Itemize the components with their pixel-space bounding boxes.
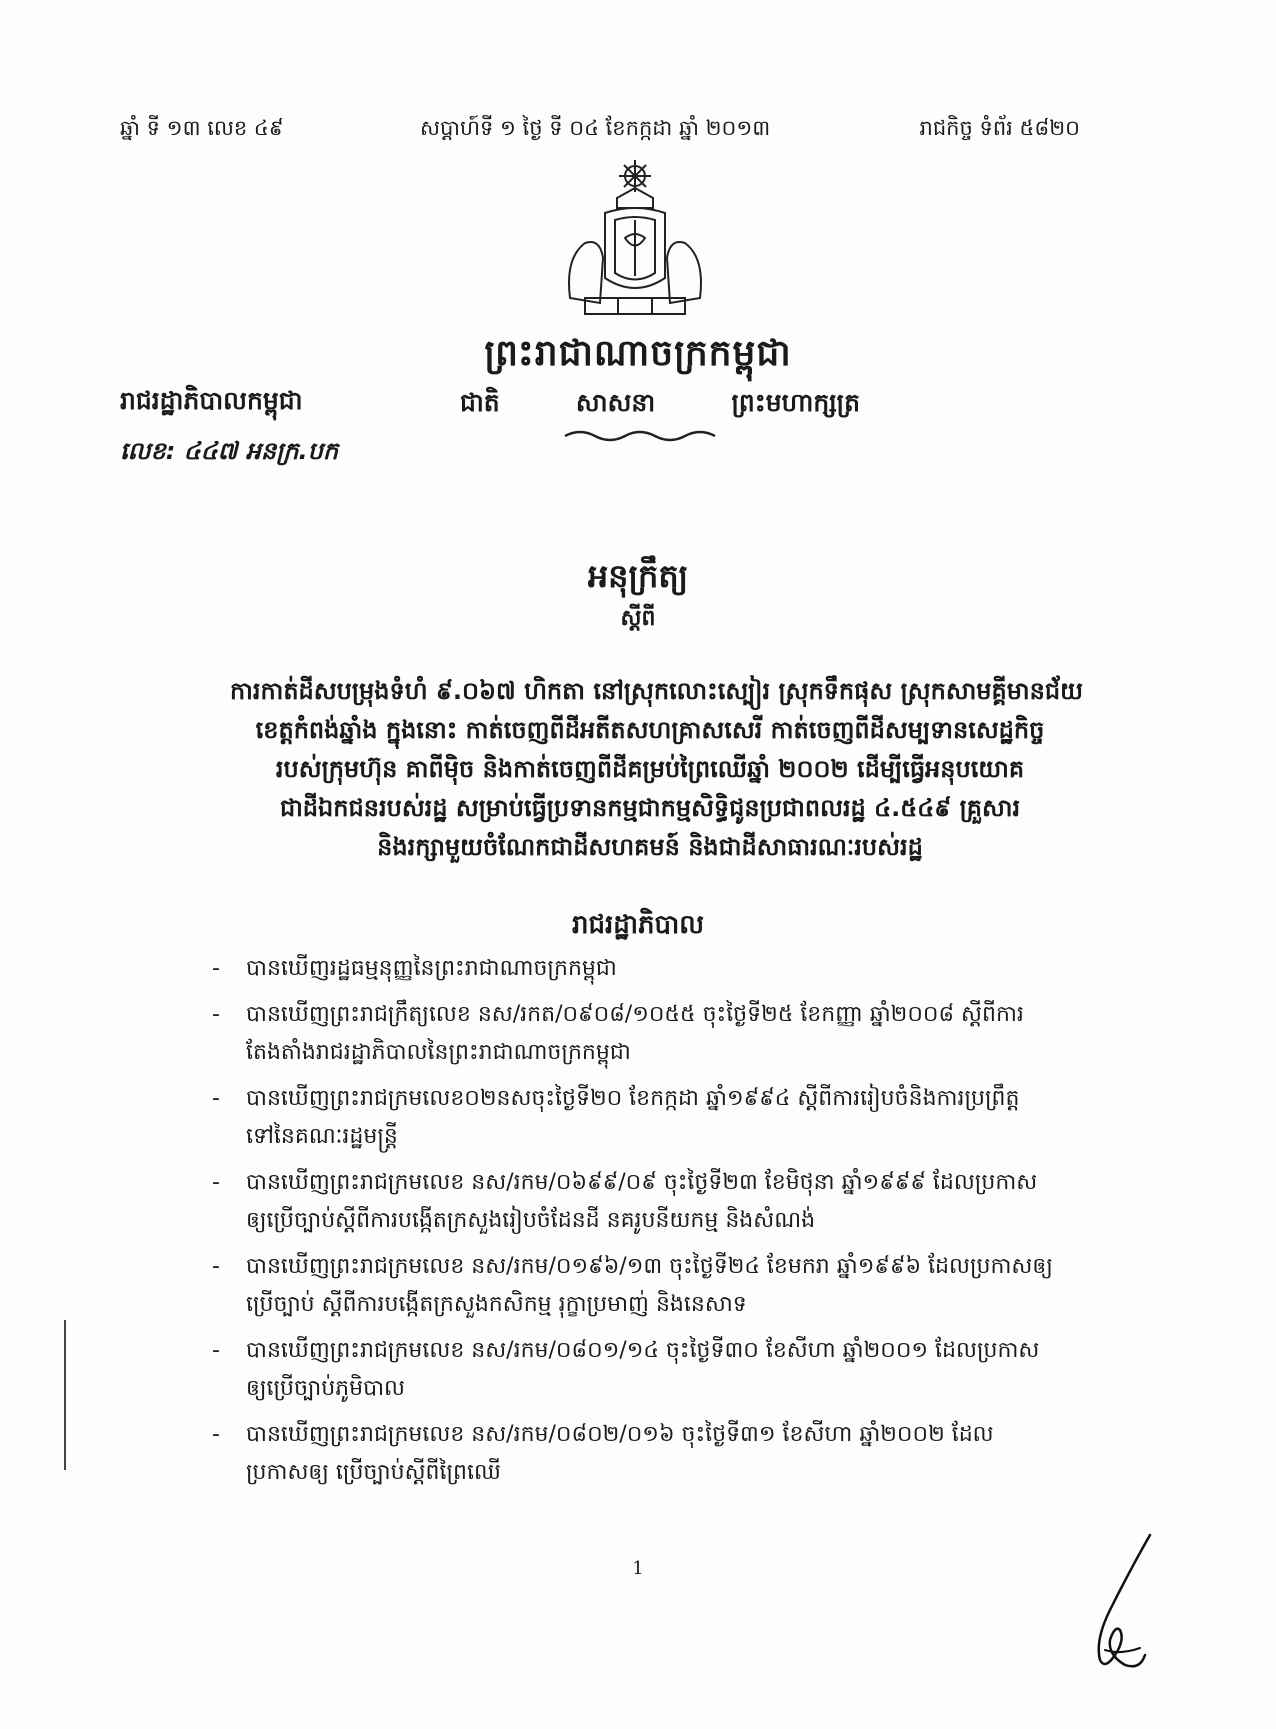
page-number: 1: [632, 1558, 644, 1579]
list-item: - បានឃើញរដ្ឋធម្មនុញ្ញនៃព្រះរាជាណាចក្រកម្ពុជា: [212, 950, 1112, 988]
recital-line: បានឃើញព្រះរាជក្រមលេខ នស/រកម/០៨០១/១៤ ចុះថ្ងៃទី៣០ ខែសីហា ឆ្នាំ២០០១ ដែលប្រកាស: [246, 1338, 1040, 1363]
subject-line: ជាដីឯកជនរបស់រដ្ឋ សម្រាប់ធ្វើប្រទានកម្មជាកម្មសិទ្ធិជូនប្រជាពលរដ្ឋ ៤.៥៤៩ គ្រួសារ: [279, 794, 1021, 822]
signature-icon: [1070, 1530, 1180, 1680]
subject-line: និងរក្សាមួយចំណែកជាដីសហគមន៍ និងជាដីសាធារណៈរបស់រដ្ឋ: [377, 833, 923, 861]
recital-line: បានឃើញព្រះរាជក្រឹត្យលេខ នស/រកត/០៩០៨/១០៥៥ ចុះថ្ងៃទី២៥ ខែកញ្ញា ឆ្នាំ២០០៨ ស្តីពីការ: [246, 1002, 1024, 1027]
recital-line: ប្រើច្បាប់ ស្តីពីការបង្កើតក្រសួងកសិកម្ម រុក្ខាប្រមាញ់ និងនេសាទ: [246, 1292, 747, 1317]
reference-number: លេខ: ៤៤៧ អនក្រ.បក: [120, 437, 339, 465]
recital-line: បានឃើញព្រះរាជក្រមលេខ នស/រកម/០៦៩៩/០៩ ចុះថ្ងៃទី២៣ ខែមិថុនា ឆ្នាំ១៩៩៩ ដែលប្រកាស: [246, 1170, 1038, 1195]
about-label: ស្តីពី: [620, 606, 656, 631]
list-item: - បានឃើញព្រះរាជក្រមលេខ០២នសចុះថ្ងៃទី២០ ខែកក្កដា ឆ្នាំ១៩៩៤ ស្តីពីការរៀបចំនិងការប្រព្រឹត្ត ទៅនៃគណៈរដ្ឋមន្ត្រី: [212, 1080, 1112, 1156]
motto-king: ព្រះមហាក្សត្រ: [731, 388, 860, 417]
government-label: រាជរដ្ឋាភិបាលកម្ពុជា: [120, 386, 303, 415]
gazette-date: សប្តាហ៍ទី ១ ថ្ងៃ ទី ០៤ ខែកក្កដា ឆ្នាំ ២០១៣: [420, 116, 771, 140]
list-item: - បានឃើញព្រះរាជក្រឹត្យលេខ នស/រកត/០៩០៨/១០៥៥ ចុះថ្ងៃទី២៥ ខែកញ្ញា ឆ្នាំ២០០៨ ស្តីពីការ តែងតាំងរាជរដ្ឋាភិបាលនៃព្រះរាជាណាចក្រកម្ពុជា: [212, 996, 1112, 1072]
subject-line: របស់ក្រុមហ៊ុន គាពីម៉ិច និងកាត់ចេញពីដីគម្រប់ព្រៃឈើឆ្នាំ ២០០២ ដើម្បីធ្វើអនុបយោគ: [275, 755, 1025, 783]
recital-line: ប្រកាសឲ្យ ប្រើច្បាប់ស្តីពីព្រៃឈើ: [246, 1460, 501, 1485]
kingdom-title: ព្រះរាជាណាចក្រកម្ពុជា: [484, 333, 792, 374]
recital-line: ទៅនៃគណៈរដ្ឋមន្ត្រី: [246, 1124, 398, 1149]
royal-coat-of-arms-icon: [555, 158, 715, 328]
subject-block: [230, 672, 1083, 867]
ornament-divider-icon: [560, 428, 720, 444]
motto-nation: ជាតិ: [460, 388, 500, 417]
list-item: - បានឃើញព្រះរាជក្រមលេខ នស/រកម/០១៩៦/១៣ ចុះថ្ងៃទី២៤ ខែមករា ឆ្នាំ១៩៩៦ ដែលប្រកាសឲ្យ ប្រើច្បាប់ ស្តីពីការបង្កើតក្រសួងកសិកម្ម រុក្ខាប្រមាញ់ និងនេសាទ: [212, 1248, 1112, 1324]
government-heading: រាជរដ្ឋាភិបាល: [571, 910, 705, 940]
recital-line: បានឃើញព្រះរាជក្រមលេខ០២នសចុះថ្ងៃទី២០ ខែកក្កដា ឆ្នាំ១៩៩៤ ស្តីពីការរៀបចំនិងការប្រព្រឹត្ត: [246, 1086, 1020, 1111]
subject-line: ខេត្តកំពង់ឆ្នាំង ក្នុងនោះ កាត់ចេញពីដីអតីតសហគ្រាសសេរី កាត់ចេញពីដីសម្បទានសេដ្ឋកិច្ច: [255, 716, 1045, 744]
margin-mark: [64, 1320, 66, 1470]
recital-line: ឲ្យប្រើច្បាប់ភូមិបាល: [246, 1376, 405, 1401]
motto-religion: សាសនា: [575, 388, 656, 417]
gazette-page: រាជកិច្ច ទំព័រ ៥៨២០: [919, 116, 1080, 140]
national-motto: [460, 388, 860, 424]
gazette-issue: ឆ្នាំ ទី ១៣ លេខ ៤៩: [120, 116, 284, 140]
recital-line: បានឃើញរដ្ឋធម្មនុញ្ញនៃព្រះរាជាណាចក្រកម្ពុជា: [246, 956, 617, 981]
recital-line: បានឃើញព្រះរាជក្រមលេខ នស/រកម/០៨០២/០១៦ ចុះថ្ងៃទី៣១ ខែសីហា ឆ្នាំ២០០២ ដែល: [246, 1422, 994, 1447]
subject-line: ការកាត់ដីសបម្រុងទំហំ ៩.០៦៧ ហិកតា នៅស្រុកលោះស្បៀរ ស្រុកទឹកផុស ស្រុកសាមគ្គីមានជ័យ: [230, 677, 1083, 705]
recital-line: បានឃើញព្រះរាជក្រមលេខ នស/រកម/០១៩៦/១៣ ចុះថ្ងៃទី២៤ ខែមករា ឆ្នាំ១៩៩៦ ដែលប្រកាសឲ្យ: [246, 1254, 1053, 1279]
recital-line: ឲ្យប្រើច្បាប់ស្តីពីការបង្កើតក្រសួងរៀបចំដែនដី នគរូបនីយកម្ម និងសំណង់: [246, 1208, 816, 1233]
recitals-list: [212, 950, 1112, 1500]
list-item: - បានឃើញព្រះរាជក្រមលេខ នស/រកម/០៦៩៩/០៩ ចុះថ្ងៃទី២៣ ខែមិថុនា ឆ្នាំ១៩៩៩ ដែលប្រកាស ឲ្យប្រើច្បាប់ស្តីពីការបង្កើតក្រសួងរៀបចំដែនដី នគរូបនីយកម្ម និងសំណង់: [212, 1164, 1112, 1240]
list-item: - បានឃើញព្រះរាជក្រមលេខ នស/រកម/០៨០១/១៤ ចុះថ្ងៃទី៣០ ខែសីហា ឆ្នាំ២០០១ ដែលប្រកាស ឲ្យប្រើច្បាប់ភូមិបាល: [212, 1332, 1112, 1408]
gazette-header: [120, 108, 1080, 148]
list-item: - បានឃើញព្រះរាជក្រមលេខ នស/រកម/០៨០២/០១៦ ចុះថ្ងៃទី៣១ ខែសីហា ឆ្នាំ២០០២ ដែល ប្រកាសឲ្យ ប្រើច្បាប់ស្តីពីព្រៃឈើ: [212, 1416, 1112, 1492]
document-type: អនុក្រឹត្យ: [587, 557, 689, 595]
recital-line: តែងតាំងរាជរដ្ឋាភិបាលនៃព្រះរាជាណាចក្រកម្ពុជា: [246, 1040, 631, 1065]
